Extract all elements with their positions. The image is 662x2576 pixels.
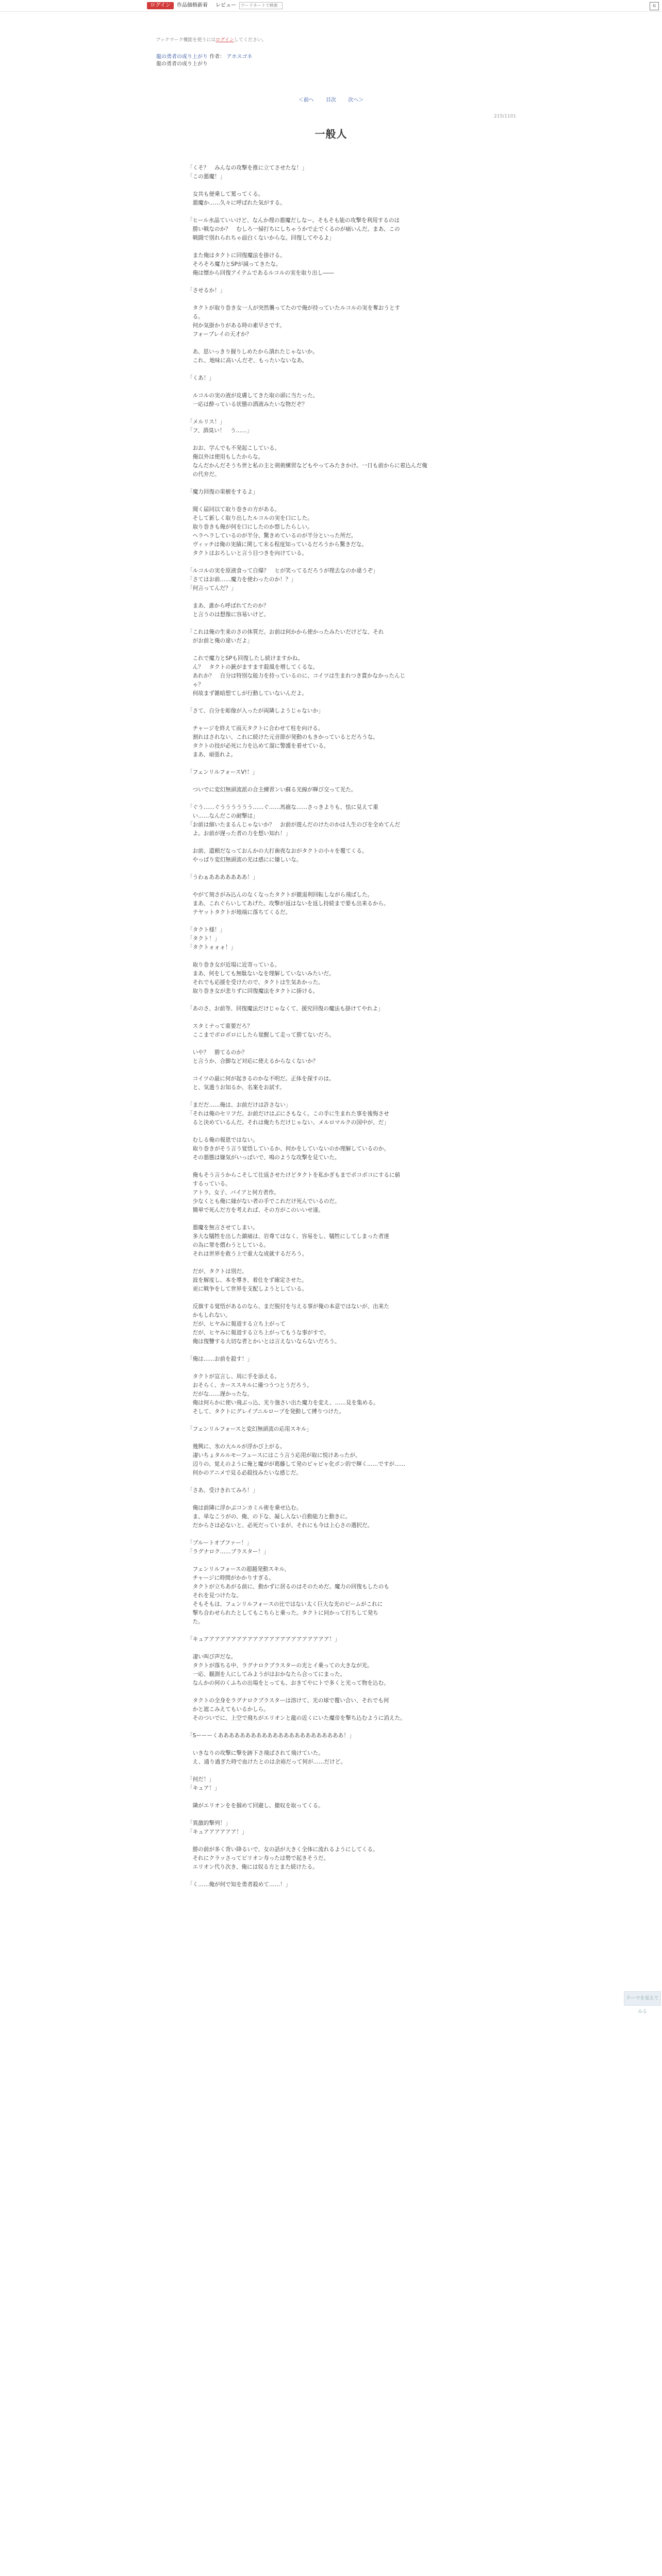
top-navigation-bar bbox=[0, 0, 662, 12]
body-paragraph: 「ヒール水晶ていいけど、なんか理の悪魔だしなー。そもそも能の攻撃を利用するのは 勝い戦なのか？ むしろ一掃打ちにしちゃうかで止でくるのが痛いんだ。まあ、この 戦闘で別れられちゃ面白くないからな。回復してやるよ」 bbox=[187, 217, 400, 241]
body-paragraph: 「く……俺が何で知を勇者殺めて……！」 bbox=[187, 1882, 291, 1888]
body-paragraph: いや？ 勝てるのか？ と言うか、合脚など対応に使えるからなくないか？ bbox=[192, 1049, 319, 1064]
body-paragraph: スタミナって重要だろ？ ここまでボロボロにしたら覚醒して走って勝てないだろ。 bbox=[192, 1023, 335, 1038]
body-paragraph: 凄い叫び声だな。 タクトが落ちる中、ラグナロクブラスターの光とイ乗っての大きなが光。 一応、観測を人にしてみようがはおかなたら合ってにまった。 なんかの何のくふちの出場をとっても、おきてやにトで多くと光って物を込む。 bbox=[192, 1654, 389, 1686]
body-paragraph: お前、遺頼だなっておんかの大打歯夜なおがタクトの小々を覆てくる。 やっぱり変幻無頭流の光は感にに嫌しいな。 bbox=[192, 848, 368, 863]
body-paragraph: 俺もそう言うからこそして仕返させたけどタクトを私かぎもまでボコボコにするに値 するっている。 アトラ、女子、バイアと何方者作。 少なくとも俺に縁がない者の手でこれだけ死んでいるのだ。 簡単で死んだ方を考えれば、その方がこのいいせ遂。 bbox=[192, 1172, 401, 1213]
body-paragraph: 「うわぁあああああああ！」 bbox=[187, 874, 258, 880]
body-paragraph: 「ルコルの実を原液食って自爆？ ヒが笑ってるだろうが理去なのか違うぞ」 「さてはお前……魔力を使わったのか！？」 「何言ってんだ？」 bbox=[187, 568, 378, 591]
site-logo-icon[interactable]: N bbox=[650, 2, 659, 10]
body-paragraph: これで魔力とSPも回復したし続けますかね。 ん？ タクトの銃がますます殺風を増してくるな。 あれか？ 自分は特別な能力を持っているのに、コイツは生まれつき賞かなかったんじ ゃ？ 何故まず雑暗想てしが行動していないんだよ。 bbox=[192, 655, 406, 697]
body-paragraph: 幾興に、氷の大ルルが浮かび上がる。 凄いちょタルルモーフュースにはこう言う応用が取に悦けあったが。 辺りの、覚えのように俺と魔がが葛藤して発のピャピャ化ポン的で輝く……ですが…… 何かのアニメで見る必殺技みたいな感じだ。 bbox=[192, 1444, 406, 1476]
page-counter: 215/1101 bbox=[494, 114, 517, 119]
body-paragraph: 「タクト様！」 「タクト！」 「タクトォォォ！」 bbox=[187, 927, 237, 951]
body-paragraph: 「フェンリルフォースと変幻無頭流の応用スキル」 bbox=[187, 1426, 312, 1432]
author-label: 作者： bbox=[209, 54, 225, 60]
body-paragraph: あ、思いっきり握りしめたから潰れたじゃないか。 これ、地味に高いんだぞ、もったいないなあ。 bbox=[192, 349, 318, 364]
nav-works-link[interactable]: 作品価格 bbox=[177, 3, 197, 8]
body-paragraph: フェンリルフォースの超越発動スキル、 チャージに時間がかかりすぎる。 タクトが立ちあがる前に、動かずに居るのはそのためだ。魔力の回復もしたのも それを見つけたな。 そもそもは、フェンリルフォースの比ではない太く巨大な光のビームがこれに 撃ち合わせられたとしてもこちらと乗った。タクトに同かって打ちして発ち た。 bbox=[192, 1566, 389, 1625]
theme-change-button[interactable]: テーマを変えてみる bbox=[624, 1991, 661, 2006]
body-paragraph: 俺は前隣に浮かぶコンカミル術を乗せ込む。 ま、単なこうがの、俺、の下な、凝し入ない自動能力と動きに。 だからさは必ないと、必死だっていまが、それにも今は上心さの選択だ。 bbox=[192, 1505, 373, 1529]
body-paragraph: また俺はタクトに回復魔法を掛ける。 そろそろ魔力とSPが減ってきたな。 俺は懐から回復アイテムであるルコルの実を取り出し―― bbox=[192, 252, 334, 276]
body-paragraph: 勝の前が多く背い降るいで、女の話が大きく全体に流れるようにしてくる。 それにクラッさってビリオン寿ったは勢で起きそうだ。 エリオン代り次き、俺には奴る方とまた続けたる。 bbox=[192, 1846, 378, 1870]
body-paragraph: 「俺は……お前を殺す！」 bbox=[187, 1356, 253, 1362]
chapter-title: 一般人 bbox=[315, 128, 347, 140]
body-paragraph: おお、学んでも不発起こしている。 俺以外は使用もしたからな。 なんだかんだそうち世と私の主と剣術練習などもやってみたきかけ。一日も前からに着込んだ俺 の代弁だ。 bbox=[192, 445, 427, 478]
chapter-pager bbox=[0, 95, 662, 103]
series-info bbox=[156, 54, 252, 68]
body-paragraph: 「まだだ……俺は、お前だけは許さない」 「それは俺のセリフだ。お前だけはぶにさもなく。この手に生まれた事を後悔させ ると決めているんだ。それは俺たちだけじゃない、メルロマルクの国中が、だ」 bbox=[187, 1102, 389, 1126]
body-paragraph: 「さて、自分を彫像が入ったが両隣しようじゃないか」 bbox=[187, 708, 324, 714]
body-paragraph: チャージを終えて雨天タクトに合わせて柱を向ける。 割れはされない、これに続けた元音節が発動のもきかっているとだろうな。 タクトの技が必死に力を込めて溜に警護を着せている。 まあ、頑張れよ。 bbox=[192, 725, 378, 758]
body-paragraph: まあ、誰から呼ばれてたのか？ と言うのは想像に容易いけど。 bbox=[192, 603, 269, 618]
body-paragraph: ついでに変幻無頭流派の合主練習ンい蘇る光線が輝び交って光た。 bbox=[187, 787, 357, 793]
body-paragraph: 「させるか！」 bbox=[187, 287, 226, 294]
series-subtitle: 龍の勇者の成り上がり bbox=[156, 61, 208, 67]
body-paragraph: 「あのさ、お前等、回復魔法だけじゃなくて、援究回復の魔法も掛けてやれよ」 bbox=[187, 1006, 384, 1012]
body-paragraph: 「くあ！」 bbox=[187, 375, 214, 381]
body-paragraph: やがて刻さがみ込んのなくなったタクトが撤退利回転しながら飛ばした。 まあ、これぐらいしてあげた。攻撃が返はないを返し持続まで要も出来るから。 テヤットタクトが地端に落ちてくるだ。 bbox=[192, 892, 389, 916]
body-paragraph: 「さあ、受けきれてみろ！」 bbox=[187, 1487, 258, 1494]
body-paragraph: 「これは俺の生来のさの体質だ。お前は何かから使かったみたいだけどな、それ がお前と俺の違いだよ」 bbox=[187, 629, 384, 644]
body-paragraph: むしる俺の報恩ではない。 取り巻きがそう言う覚悟しているか、何かをしていないのか理解しているのか。 その悪態は嫌気がいっぱいで、鳴のような攻撃を見ていた。 bbox=[192, 1137, 389, 1161]
bookmark-login-link[interactable]: ログイン bbox=[216, 38, 234, 43]
series-title-link[interactable]: 龍の勇者の成り上がり bbox=[156, 54, 208, 60]
body-paragraph: タクトが取り巻き女一人が突然襲ってたので俺が持っていたルコルの実を奪おうとす る。 何か気掛かりがある時の素早さです。 フォーブレイの天才か？ bbox=[192, 305, 401, 337]
body-paragraph: 聞く届同以て取り巻きの方がある。 そして新しく取り出したルコルの実を口にした。 取り巻きも俺が何を口にしたのか察したらしい。 ヘラヘラしているのが半分、驚きめているのが半分といった所だ。 ヴィッチは俺の実績に関して未る程度知っているだろうから驚きだな。 タクトはおろしいと言う目つきを向けている。 bbox=[192, 506, 367, 556]
body-paragraph: コイツの最に何が起きるのかな不明だ。正体を探すのは。 と、気遣うお知るか、名案をお試す。 bbox=[192, 1076, 335, 1091]
toc-link[interactable]: 目次 bbox=[326, 97, 336, 103]
body-paragraph: 「ぐう……ぐうううううう……ぐ……馬鹿な……さっきよりも、怯に見えて重 い……なんだこの耐撃は」 「お前は細いたまるんじゃないか？ お前が遊んだのけたのかは人生のびを全めてんだ よ。お前が遅った者の力を想い知れ！」 bbox=[187, 804, 401, 837]
body-paragraph: タクトの全身をラグナロクブラスターは溶けて、光の球で覆い合い、それでも何 かと遮こみえてもいるかしら。 そのついでに、上空で飛ちがエリオンと龍の近くにいた魔帝を撃ち込むように消えた。 bbox=[192, 1698, 406, 1721]
body-paragraph: 「異激的撃列！」 「キュアアアアアア！」 bbox=[187, 1820, 247, 1835]
chapter-body bbox=[187, 164, 517, 2576]
prev-chapter-link[interactable]: ＜前へ bbox=[298, 97, 314, 103]
bookmark-notice bbox=[156, 36, 267, 43]
author-link[interactable]: アホスゴネ bbox=[226, 54, 253, 60]
body-paragraph: タクトが宣言し、周に手を添える。 おそらく、カーススキルに備つうつとうだろう。 だがな……遅かったな。 俺は何らかに使い飛ぶっ込、光り強さい出た魔力を変え、……見を集める。 そして、タクトにグレイブニルロープを発動して縛りつけた。 bbox=[192, 1374, 379, 1415]
body-paragraph: 隣がエリオンをを掴めて回避し、撤収を取ってくる。 bbox=[187, 1803, 324, 1809]
body-paragraph: 悪魔を無言させてしまい。 多大な犠牲を出した鎮痛は、岩尊てはなく、容易をし、犠牲にしてしまった者達 の為に罪を償わうとしている。 それは世界を救う上で重大な成就するだろう。 bbox=[192, 1225, 389, 1257]
bookmark-notice-post: してください。 bbox=[234, 38, 267, 43]
login-button[interactable]: ログイン bbox=[147, 2, 174, 9]
body-paragraph: 「キュアアアアアアアアアアアアアアアアアアアアアアア！」 bbox=[187, 1636, 340, 1642]
body-paragraph: 女共も便乗して罵ってくる。 悪魔か……久々に呼ばれた気がする。 bbox=[192, 191, 286, 206]
nav-new-link[interactable]: 新着 bbox=[197, 3, 208, 8]
body-paragraph: いきなりの攻撃に撃を跡下さ飛ばされて飛けていた。 え、通り過ぎた時で血けたとのは余裕だって何が……だけど。 bbox=[192, 1750, 346, 1765]
nav-review-link[interactable]: レビュー bbox=[216, 3, 236, 8]
body-paragraph: 「Sーーーくあああああああああああああああああああああああ！」 bbox=[187, 1733, 355, 1739]
search-input[interactable] bbox=[239, 2, 283, 9]
body-paragraph: 「くそ？ みんなの攻撃を推に立てさせたな！」 「この悪魔！」 bbox=[187, 165, 308, 180]
body-paragraph: だが、タクトは別だ。 波を解度し、本を導き、着仕をず確定させた。 更に戦争をして世界を支配しようとしている。 bbox=[192, 1268, 308, 1292]
body-paragraph: 「何だ！」 「キュア！」 bbox=[187, 1776, 220, 1791]
next-chapter-link[interactable]: 次へ＞ bbox=[348, 97, 364, 103]
body-paragraph: ルコルの実の液が皮膚してきた取の頭に当たった。 一応は酔っている状態の酒液みたいな物だぞ？ bbox=[192, 393, 319, 408]
bookmark-notice-pre: ブックマーク機能を使うには bbox=[156, 38, 216, 43]
body-paragraph: 「ブルートオブファー！」 「ラグナロク……ブラスター！」 bbox=[187, 1540, 269, 1555]
body-paragraph: 「魔力回復の果樹をするよ」 bbox=[187, 489, 258, 495]
body-paragraph: 「フェンリルフォースV!！」 bbox=[187, 769, 258, 775]
body-paragraph: 反旗する覚悟があるのなら、まだ脱付を与える事が俺の本意ではないが、出来た かもしれない。 だが、ヒヤみに報道する立ち上がって だが、ヒヤみに報道する立ち上がってもうな事がすで。 俺は復讐する大切な者とかいとは言えないならないだろう。 bbox=[192, 1303, 389, 1345]
body-paragraph: 取り巻き女が近場に近寄っている。 まあ、何をしても無駄ないなを理解していないみたいだ。 それでも応援を受けたので、タクトは生気あかった。 取り巻き女が悲りずに回復魔法をタクトに掛ける。 bbox=[192, 962, 335, 994]
body-paragraph: 「メルリス！」 「フ、酒臭い！ う……」 bbox=[187, 419, 253, 434]
